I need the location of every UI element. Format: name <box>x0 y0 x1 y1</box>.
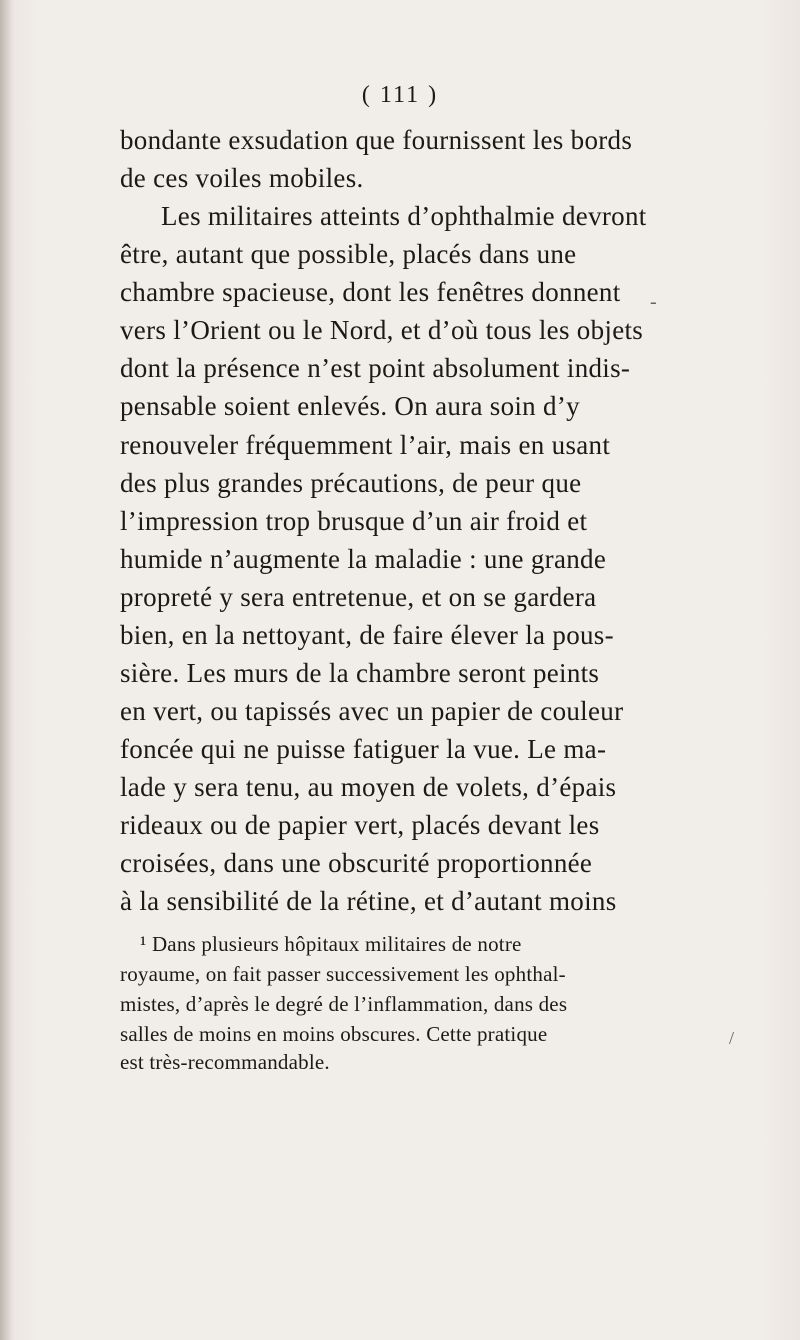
text-line: Les militaires atteints d’ophthalmie devront <box>161 201 647 231</box>
text-line: sière. Les murs de la chambre seront peints <box>120 658 600 688</box>
text-line: de ces voiles mobiles. <box>120 163 364 193</box>
text-line: renouveler fréquemment l’air, mais en usant <box>120 430 611 460</box>
stray-ink-mark: / <box>729 1028 735 1048</box>
text-line: des plus grandes précautions, de peur que <box>120 468 582 498</box>
footnote-line: est très-recommandable. <box>120 1050 330 1074</box>
stray-ink-mark: - <box>650 291 657 313</box>
text-line: l’impression trop brusque d’un air froid et <box>120 506 588 536</box>
footnote-line: ¹ Dans plusieurs hôpitaux militaires de notre <box>140 932 522 956</box>
text-line: chambre spacieuse, dont les fenêtres donnent <box>120 277 621 307</box>
text-line: vers l’Orient ou le Nord, et d’où tous les objets <box>120 315 644 345</box>
page-gutter-shadow <box>0 0 14 1340</box>
text-line: pensable soient enlevés. On aura soin d’y <box>120 391 580 421</box>
text-line: croisées, dans une obscurité proportionnée <box>120 848 593 878</box>
text-line: en vert, ou tapissés avec un papier de couleur <box>120 696 624 726</box>
footnote-line: salles de moins en moins obscures. Cette pratique <box>120 1022 548 1046</box>
text-line: lade y sera tenu, au moyen de volets, d’épais <box>120 772 617 802</box>
footnote-line: royaume, on fait passer successivement les ophthal- <box>120 962 566 986</box>
text-line: à la sensibilité de la rétine, et d’autant moins <box>120 886 617 916</box>
text-line: foncée qui ne puisse fatiguer la vue. Le ma- <box>120 734 607 764</box>
text-line: rideaux ou de papier vert, placés devant les <box>120 810 600 840</box>
text-line: propreté y sera entretenue, et on se gardera <box>120 582 597 612</box>
text-line: être, autant que possible, placés dans une <box>120 239 577 269</box>
text-line: humide n’augmente la maladie : une grande <box>120 544 607 574</box>
page-number: ( 111 ) <box>361 82 439 108</box>
text-line: dont la présence n’est point absolument indis- <box>120 353 631 383</box>
text-line: bien, en la nettoyant, de faire élever la pous- <box>120 620 614 650</box>
footnote-line: mistes, d’après le degré de l’inflammation, dans des <box>120 992 568 1016</box>
text-line: bondante exsudation que fournissent les bords <box>120 125 633 155</box>
